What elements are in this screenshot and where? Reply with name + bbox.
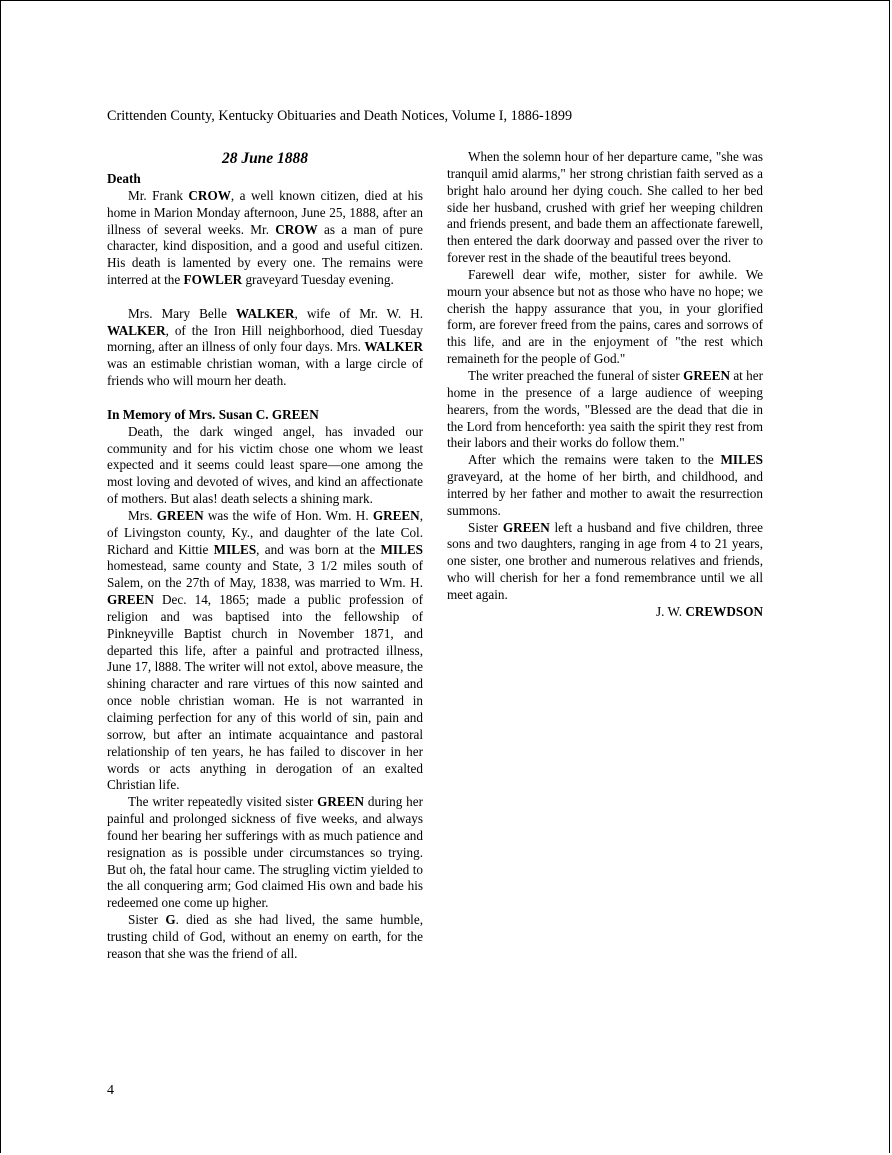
date-heading: 28 June 1888 xyxy=(221,150,309,167)
running-header: Crittenden County, Kentucky Obituaries and Death Notices, Volume I, 1886-1899 xyxy=(107,108,573,124)
memorial-paragraph-8: After which the remains were taken to the MILES graveyard, at the home of her birth, and childhood, and interred by her father and mother to await the resurrection summons. xyxy=(447,452,763,518)
memorial-heading: In Memory of Mrs. Susan C. GREEN xyxy=(107,406,319,422)
death-heading: Death xyxy=(107,171,141,186)
memorial-paragraph-2: Mrs. GREEN was the wife of Hon. Wm. H. GREEN, of Livingston county, Ky., and daughter of the late Col. Richard and Kittie MILES, and was born at the MILES homestead, same county and State, 3 1/2 miles south of Salem, on the 27th of May, 1838, was married to Wm. H. GREEN Dec. 14, 1865; made a public profession of religion and was baptised into the fellowship of Pinkneyville Baptist church in November 1871, and departed this life, after a painful and protracted illness, June 17, l888. The writer will not extol, above measure, the shining character and rare virtues of this now sainted and once noble christian woman. He is not warranted in claiming perfection for any of this world of sin, pain and sorrow, but after an intimate acquaintance and pastoral relationship of ten years, he has failed to discover in her words or acts anything in derogation of an exalted Christian life. xyxy=(107,507,424,793)
memorial-paragraph-7: The writer preached the funeral of sister GREEN at her home in the presence of a large audience of weeping hearers, from the words, "Blessed are the dead that die in the Lord from henceforth: yea saith the spirit they rest from their labors and their works do follow them." xyxy=(447,367,763,451)
memorial-paragraph-1: Death, the dark winged angel, has invaded our community and for his victim chose one whom we least expected and it seems could least spare—one among the most loving and devoted of wives, and kind an affectionate of mothers. But alas! death selects a shining mark. xyxy=(107,423,423,507)
left-column xyxy=(107,149,423,963)
memorial-paragraph-5: When the solemn hour of her departure came, "she was tranquil amid alarms," her strong christian faith served as a bright halo around her dying couch. She called to her bed side her husband, crushed with grief her weeping children and friends present, and bade them an affectionate farewell, then entered the dark doorway and passed over the river to forever rest in the shade of the beautiful trees beyond. xyxy=(447,149,763,266)
page-number: 4 xyxy=(107,1083,114,1098)
right-column xyxy=(447,149,763,621)
author-signature: J. W. CREWDSON xyxy=(656,603,763,619)
memorial-paragraph-9: Sister GREEN left a husband and five children, three sons and two daughters, ranging in age from 4 to 21 years, one sister, one brother and numerous relatives and friends, who will cherish for her a fond remembrance until we all meet again. xyxy=(447,519,763,602)
crow-notice: Mr. Frank CROW, a well known citizen, died at his home in Marion Monday afternoon, June 25, 1888, after an illness of several weeks. Mr. CROW as a man of pure character, kind disposition, and a good and useful citizen. His death is lamented by every one. The remains were interred at the FOWLER graveyard Tuesday evening. xyxy=(107,187,424,288)
memorial-paragraph-4: Sister G. died as she had lived, the same humble, trusting child of God, without an enemy on earth, for the reason that she was the friend of all. xyxy=(107,912,423,961)
memorial-paragraph-3: The writer repeatedly visited sister GREEN during her painful and prolonged sickness of five weeks, and always found her bearing her sufferings with as much patience and resignation as is possible under circumstances so trying. But oh, the fatal hour came. The strugling victim yielded to the all conquering arm; God claimed His own and bade his redeemed one come up higher. xyxy=(107,794,423,911)
memorial-paragraph-6: Farewell dear wife, mother, sister for awhile. We mourn your absence but not as those who have no hope; we cherish the happy assurance that you, in your glorified form, are forever freed from the pains, cares and sorrows of this life, and are in the enjoyment of "the rest which remaineth for the people of God." xyxy=(447,266,763,367)
walker-notice: Mrs. Mary Belle WALKER, wife of Mr. W. H. WALKER, of the Iron Hill neighborhood, died Tuesday morning, after an illness of only four days. Mrs. WALKER was an estimable christian woman, with a large circle of friends who will mourn her death. xyxy=(107,305,423,389)
